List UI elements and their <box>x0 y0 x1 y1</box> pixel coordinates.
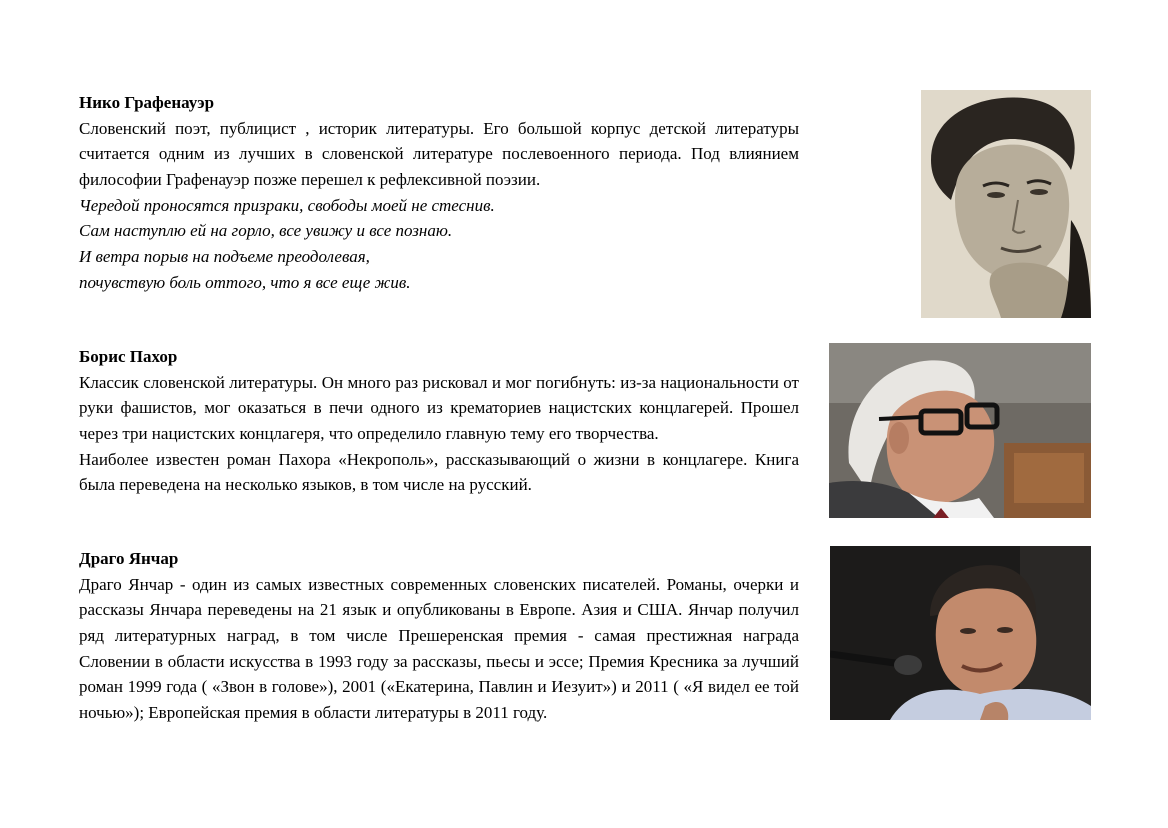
pahor-photo <box>829 343 1091 518</box>
person-name: Нико Графенауэр <box>79 93 215 112</box>
grafenauer-photo <box>921 90 1091 318</box>
poem-line: Сам наступлю ей на горло, все увижу и все познаю. <box>79 221 453 241</box>
person-name: Драго Янчар <box>79 549 179 568</box>
section-grafenauer <box>79 90 799 295</box>
jancar-photo <box>830 546 1091 720</box>
person-bio: Классик словенской литературы. Он много раз рисковал и мог погибнуть: из-за национальности от руки фашистов, мог оказаться в печи одного из крематориев нацистских концлагерей. Прошел через три нацистских концлагеря, что определило главную тему его творчества. <box>79 372 799 443</box>
person-name: Борис Пахор <box>79 347 178 366</box>
person-bio-extra: Наиболее известен роман Пахора «Некрополь», рассказывающий о жизни в концлагере. Книга была переведена на несколько языков, в том числе на русский. <box>79 449 799 495</box>
poem-line: почувствую боль оттого, что я все еще жив. <box>79 272 411 292</box>
poem-line: Чередой проносятся призраки, свободы моей не стеснив. <box>79 195 495 215</box>
person-bio: Словенский поэт, публицист , историк литературы. Его большой корпус детской литературы считается одним из лучших в словенской литературе послевоенного периода. Под влиянием философии Графенауэр позже перешел к рефлексивной поэзии. <box>79 118 799 189</box>
person-bio: Драго Янчар - один из самых известных современных словенских писателей. Романы, очерки и рассказы Янчара переведены на 21 язык и опубликованы в Европе. Азия и США. Янчар получил ряд литературных наград, в том числе Прешеренская премия - самая престижная награда Словении в области искусства в 1993 году за рассказы, пьесы и эссе; Премия Кресника за лучший роман 1999 года ( «Звон в голове»), 2001 («Екатерина, Павлин и Иезуит») и 2011 ( «Я видел ее той ночью»); Европейская премия в области литературы в 2011 году. <box>79 574 799 723</box>
poem-line: И ветра порыв на подъеме преодолевая, <box>79 247 370 267</box>
section-pahor <box>79 344 799 498</box>
section-jancar <box>79 546 799 726</box>
